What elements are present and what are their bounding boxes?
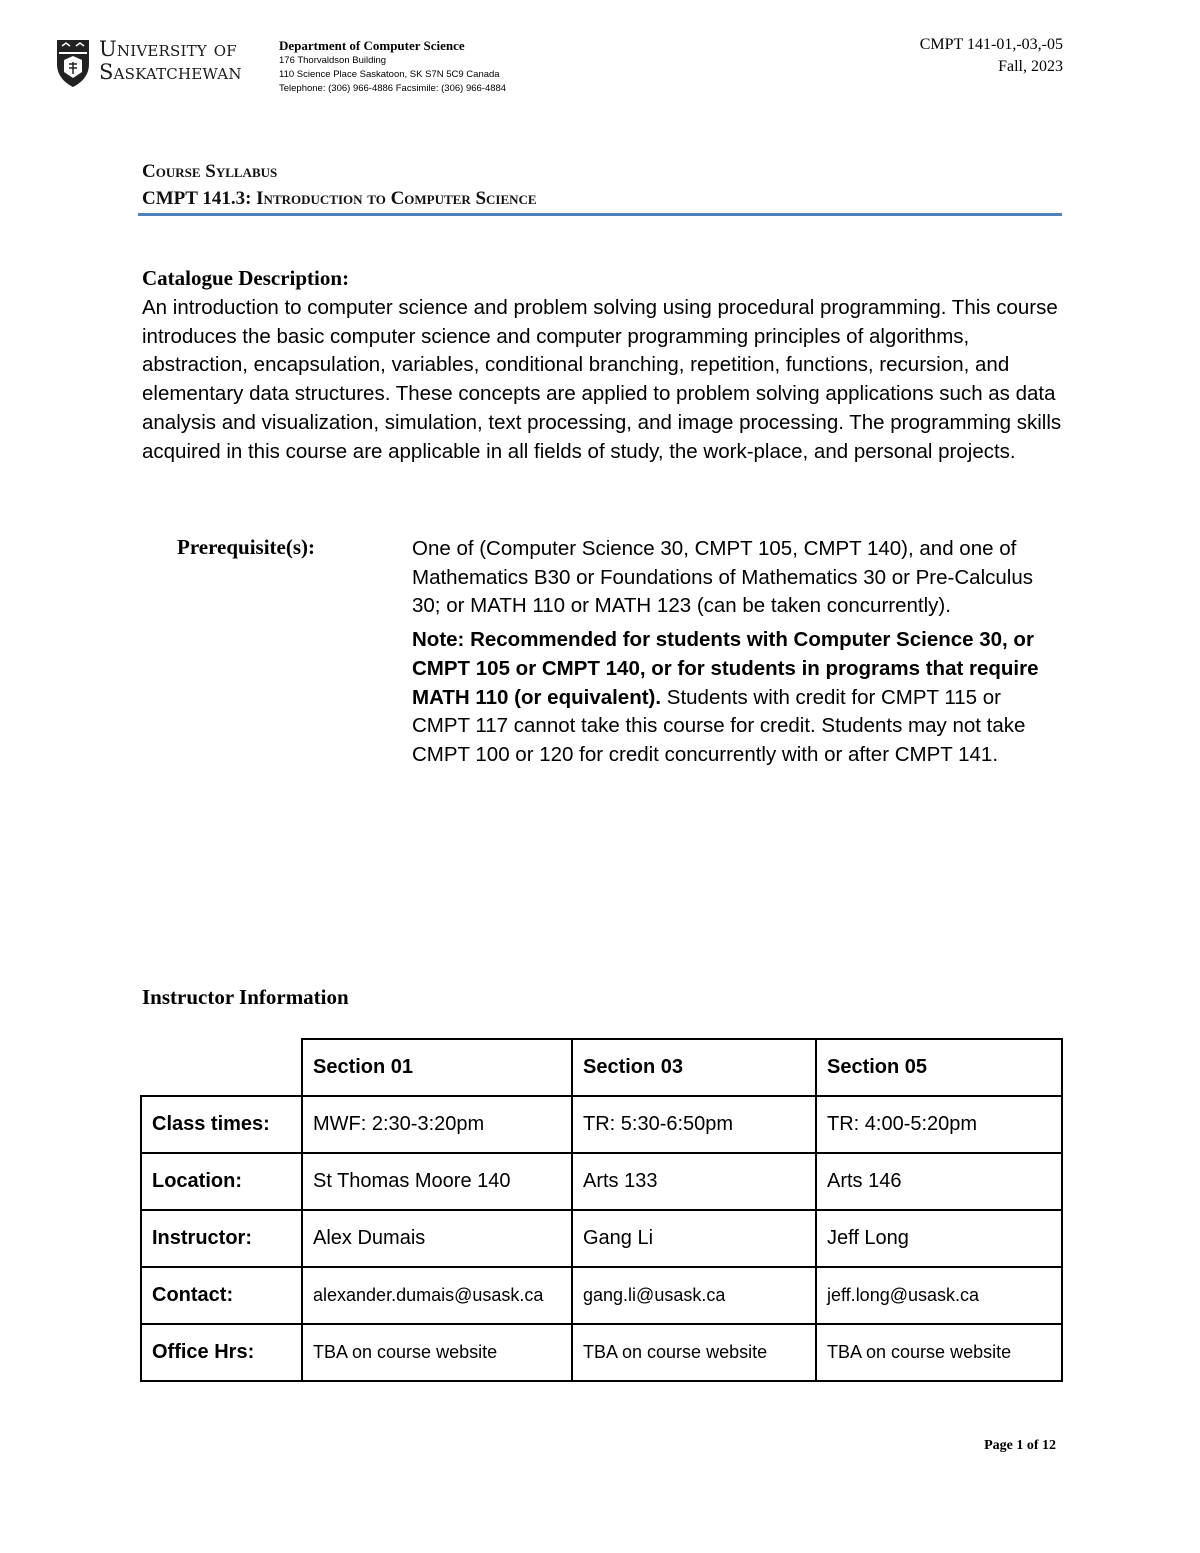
term: Fall, 2023: [998, 58, 1063, 75]
table-row: [141, 1267, 1062, 1324]
row-header: Location:: [141, 1153, 302, 1210]
table-cell: Alex Dumais: [302, 1210, 572, 1267]
prerequisite-body: [412, 535, 1052, 770]
table-cell: Gang Li: [572, 1210, 816, 1267]
catalogue-heading: Catalogue Description:: [142, 266, 350, 290]
table-header-row: [141, 1039, 1062, 1096]
address-line-2: 110 Science Place Saskatoon, SK S7N 5C9 Canada: [279, 69, 500, 80]
table-cell: MWF: 2:30-3:20pm: [302, 1096, 572, 1153]
table-cell: Jeff Long: [816, 1210, 1062, 1267]
page-number: Page 1 of 12: [984, 1438, 1056, 1453]
prerequisite-note-rest: Students with credit for CMPT 115 or CMPT 117 cannot take this course for credit. Students may not take CMPT 100 or 120 for credit concurrently with or after CMPT 141.: [412, 685, 1026, 766]
row-header: Class times:: [141, 1096, 302, 1153]
prerequisite-note-bold: Note: Recommended for students with Computer Science 30, or CMPT 105 or CMPT 140, or for students in programs that require MATH 110 (or equivalent).: [412, 628, 1039, 709]
table-cell: St Thomas Moore 140: [302, 1153, 572, 1210]
email-link[interactable]: alexander.dumais@usask.ca: [302, 1267, 572, 1324]
column-header: Section 01: [302, 1039, 572, 1096]
table-cell: Arts 133: [572, 1153, 816, 1210]
course-code-block: [920, 34, 1063, 78]
university-logo: [55, 38, 270, 90]
title-line-2: CMPT 141.3: Introduction to Computer Science: [142, 188, 537, 209]
email-link[interactable]: jeff.long@usask.ca: [816, 1267, 1062, 1324]
university-crest-icon: [55, 38, 91, 88]
column-header: Section 05: [816, 1039, 1062, 1096]
logo-line-1: University of: [99, 37, 237, 61]
table-row: [141, 1153, 1062, 1210]
department-name: Department of Computer Science: [279, 38, 465, 53]
column-header: Section 03: [572, 1039, 816, 1096]
course-sections: CMPT 141-01,-03,-05: [919, 36, 1063, 53]
title-divider: [138, 213, 1062, 216]
instructor-table: [140, 1038, 1063, 1382]
table-cell: TBA on course website: [816, 1324, 1062, 1381]
table-row: [141, 1210, 1062, 1267]
table-cell: TBA on course website: [572, 1324, 816, 1381]
catalogue-description: An introduction to computer science and problem solving using procedural programming. This course introduces the basic computer science and computer programming principles of algorithms, abstraction, encapsulation, variables, conditional branching, repetition, functions, recursion, and elementary data structures. These concepts are applied to problem solving applications such as data analysis and visualization, simulation, text processing, and image processing. The programming skills acquired in this course are applicable in all fields of study, the work-place, and personal projects.: [142, 296, 1062, 463]
table-corner-cell: [141, 1039, 302, 1096]
table-cell: Arts 146: [816, 1153, 1062, 1210]
address-line-1: 176 Thorvaldson Building: [279, 55, 387, 66]
instructor-heading: Instructor Information: [142, 985, 349, 1009]
department-info: [279, 38, 506, 96]
table-row: [141, 1324, 1062, 1381]
row-header: Office Hrs:: [141, 1324, 302, 1381]
title-line-1: Course Syllabus: [142, 161, 278, 182]
phone-line: Telephone: (306) 966-4886 Facsimile: (306) 966-4884: [279, 83, 507, 94]
prerequisite-note: [412, 626, 1052, 770]
table-cell: TBA on course website: [302, 1324, 572, 1381]
table-cell: TR: 4:00-5:20pm: [816, 1096, 1062, 1153]
university-wordmark: [99, 38, 242, 84]
prerequisite-text: One of (Computer Science 30, CMPT 105, CMPT 140), and one of Mathematics B30 or Foundations of Mathematics 30 or Pre-Calculus 30; or MATH 110 or MATH 123 (can be taken concurrently).: [412, 537, 1033, 618]
table-cell: TR: 5:30-6:50pm: [572, 1096, 816, 1153]
table-row: [141, 1096, 1062, 1153]
email-link[interactable]: gang.li@usask.ca: [572, 1267, 816, 1324]
prerequisite-label: Prerequisite(s):: [177, 535, 316, 559]
logo-line-2: Saskatchewan: [99, 60, 242, 84]
row-header: Instructor:: [141, 1210, 302, 1267]
row-header: Contact:: [141, 1267, 302, 1324]
syllabus-title: [142, 158, 537, 212]
